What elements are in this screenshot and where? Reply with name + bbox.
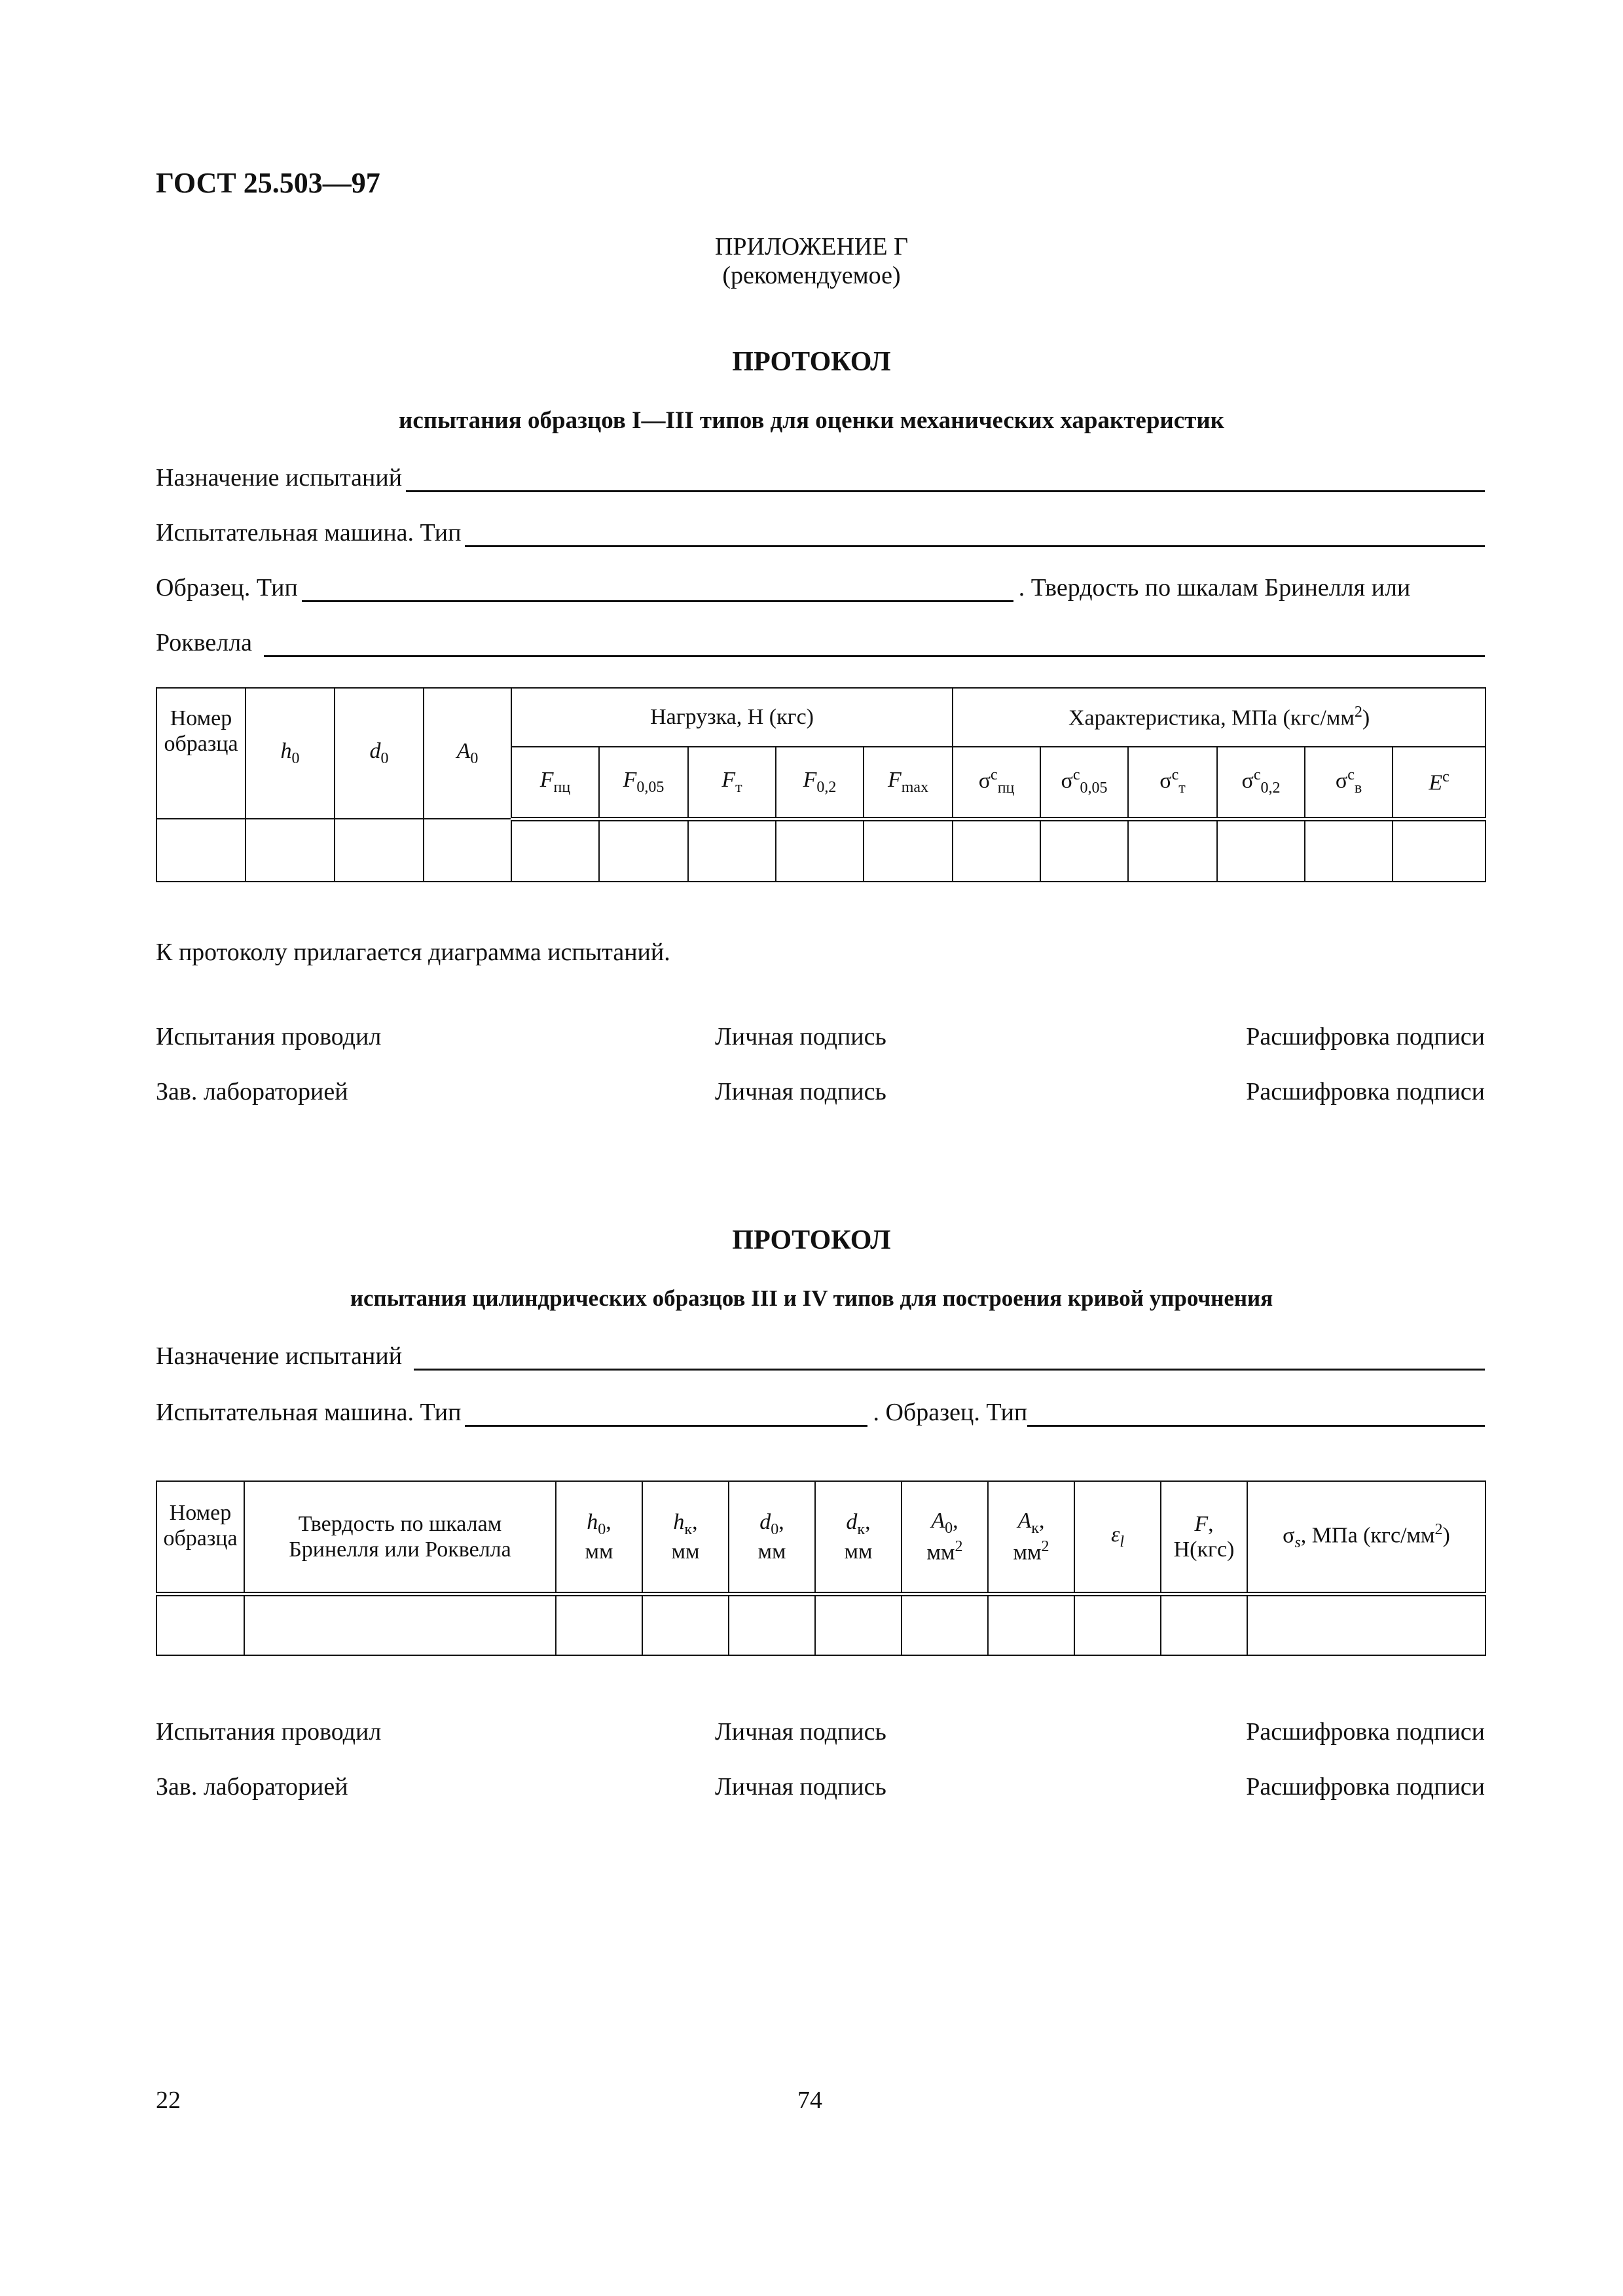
p2-col-force: F, Н(кгс) [1161, 1481, 1247, 1594]
p2-a0-unit-sup: 2 [955, 1537, 963, 1555]
p2-col-ak: $A_к$, $мм^2$ [988, 1481, 1074, 1594]
p2-col-a0: $A_0$, $мм^2$ [902, 1481, 988, 1594]
p2-force-base: F [1194, 1511, 1209, 1536]
p2-sig2-decode: Расшифровка подписи [1246, 1773, 1485, 1801]
p2-ak-unit: мм [1013, 1540, 1042, 1565]
p2-hk-unit: мм [671, 1539, 700, 1564]
p1-sig2-decode: Расшифровка подписи [1246, 1078, 1485, 1105]
p2-col-hardness [244, 1481, 556, 1594]
p2-cell[interactable] [902, 1594, 988, 1655]
p2-col-stress [1247, 1481, 1486, 1594]
p2-col-sample-line2: образца [163, 1526, 238, 1551]
p1-e-sup: c [1442, 768, 1450, 786]
p2-eps-sub: l [1120, 1533, 1125, 1551]
p1-cell[interactable] [599, 819, 688, 882]
p1-col-sample-line1: Номер [170, 706, 232, 730]
p1-cell[interactable] [1393, 819, 1486, 882]
p1-sigma-v-sup: c [1347, 766, 1355, 783]
p1-col-a0 [424, 688, 511, 819]
protocol2-table [156, 1480, 1486, 1656]
p2-dk-base: d [846, 1509, 858, 1534]
p1-rockwell-field[interactable] [156, 628, 1485, 657]
p2-purpose-field[interactable] [156, 1342, 1485, 1371]
p2-col-hk: $h_к$, мм [642, 1481, 729, 1594]
p2-sig2-role: Зав. лабораторией [156, 1773, 348, 1801]
p2-d0-base: d [759, 1509, 771, 1534]
p2-eps-base: ε [1110, 1522, 1120, 1547]
p2-hk-base: h [673, 1509, 685, 1534]
p2-machine-label: Испытательная машина. Тип [156, 1399, 462, 1426]
p2-a0-sub: 0 [945, 1520, 953, 1537]
p2-dk-unit: мм [844, 1539, 873, 1564]
p1-sigma-pc-sup: c [991, 766, 998, 783]
p1-sig1-decode: Расшифровка подписи [1246, 1023, 1485, 1050]
p1-sigma-pc-base: σ [978, 768, 991, 793]
page-number-center: 74 [797, 2087, 822, 2114]
protocol1-subtitle: испытания образцов I—III типов для оценки механических характеристик [399, 407, 1224, 434]
p1-a0-sub: 0 [470, 750, 479, 768]
p1-col-sample [156, 688, 246, 819]
p2-cell[interactable] [642, 1594, 729, 1655]
p2-ak-unit-sup: 2 [1041, 1537, 1049, 1555]
p2-cell[interactable] [1247, 1594, 1486, 1655]
p1-sig2-role: Зав. лабораторией [156, 1078, 348, 1105]
p2-d0-sub: 0 [771, 1520, 779, 1538]
p1-sigma-t-sup: c [1171, 766, 1179, 783]
p2-cell[interactable] [556, 1594, 642, 1655]
p2-stress-base: σ [1283, 1523, 1295, 1548]
p1-col-f-t [688, 747, 776, 819]
p1-cell[interactable] [335, 819, 424, 882]
p1-col-sigma-v [1305, 747, 1393, 819]
p1-cell[interactable] [1217, 819, 1305, 882]
p2-col-sample [156, 1481, 244, 1594]
p2-h0-unit: мм [585, 1539, 613, 1564]
p2-dk-sub: к [857, 1520, 866, 1538]
p2-force-unit: Н(кгс) [1173, 1537, 1235, 1562]
p1-d0-base: d [369, 739, 381, 764]
p2-data-row [156, 1594, 1486, 1655]
p1-sample-line[interactable] [302, 581, 1013, 602]
p1-f-02-sub: 0,2 [816, 778, 837, 796]
p1-sigma-02-sub: 0,2 [1260, 780, 1281, 797]
p2-stress-unit-end: ) [1442, 1523, 1450, 1548]
p1-f-005-base: F [623, 768, 637, 793]
p1-col-f-pc [511, 747, 599, 819]
p2-cell[interactable] [244, 1594, 556, 1655]
p2-sig1-decode: Расшифровка подписи [1246, 1718, 1485, 1746]
p1-group-char-sup: 2 [1354, 704, 1362, 721]
p1-cell[interactable] [246, 819, 335, 882]
p2-col-dk: $d_к$, мм [815, 1481, 902, 1594]
p2-col-sample-line1: Номер [169, 1501, 232, 1525]
p1-h0-sub: 0 [291, 750, 300, 768]
p1-col-sigma-02 [1217, 747, 1305, 819]
p2-sample-label: . Образец. Тип [873, 1399, 1028, 1426]
p1-f-max-base: F [887, 768, 902, 793]
p1-sigma-v-sub: в [1354, 780, 1362, 797]
p1-col-h0 [246, 688, 335, 819]
p1-rockwell-label: Роквелла [156, 629, 253, 656]
p2-a0-unit: мм [926, 1540, 955, 1565]
p1-col-f-005 [599, 747, 688, 819]
p2-col-hardness-line2: Бринелля или Роквелла [289, 1537, 511, 1562]
p1-machine-label: Испытательная машина. Тип [156, 519, 462, 547]
p2-stress-unit: , МПа (кгс/мм [1300, 1523, 1435, 1548]
p1-sigma-v-base: σ [1335, 768, 1348, 793]
p2-col-h0: $h_0$, мм [556, 1481, 642, 1594]
p1-group-char [953, 688, 1486, 747]
p1-cell[interactable] [1040, 819, 1128, 882]
p1-purpose-line[interactable] [406, 471, 1485, 492]
p1-col-d0 [335, 688, 424, 819]
p2-machine-field[interactable] [156, 1398, 1485, 1427]
p2-purpose-line[interactable] [414, 1349, 1485, 1371]
p2-sig1-role: Испытания проводил [156, 1718, 382, 1746]
p1-sig1-sign: Личная подпись [715, 1023, 886, 1050]
p1-e-base: E [1429, 770, 1443, 795]
p1-sigma-005-sub: 0,05 [1080, 780, 1108, 797]
p1-cell[interactable] [1305, 819, 1393, 882]
p1-sample-field[interactable] [156, 573, 1485, 602]
p2-machine-line[interactable] [465, 1405, 867, 1427]
protocol1-title: ПРОТОКОЛ [732, 347, 891, 377]
p1-f-pc-sub: пц [553, 778, 571, 796]
p1-group-char-end: ) [1362, 706, 1370, 730]
p1-sigma-005-base: σ [1061, 768, 1073, 793]
p1-d0-sub: 0 [380, 750, 389, 768]
p2-col-hardness-line1: Твердость по шкалам [298, 1511, 502, 1536]
p2-h0-sub: 0 [598, 1520, 606, 1538]
p1-col-sigma-005 [1040, 747, 1128, 819]
p1-sigma-005-sup: c [1072, 766, 1080, 783]
p2-sample-line[interactable] [1027, 1405, 1485, 1427]
p1-sample-label: Образец. Тип [156, 574, 298, 601]
p1-hardness-label: . Твердость по шкалам Бринелля или [1018, 574, 1411, 601]
p1-f-max-sub: max [901, 778, 929, 796]
p1-col-f-max [864, 747, 953, 819]
p1-cell[interactable] [864, 819, 953, 882]
p1-cell[interactable] [156, 819, 246, 882]
p1-sig1-role: Испытания проводил [156, 1023, 382, 1050]
p1-h0-base: h [280, 739, 292, 764]
p2-ak-base: A [1017, 1509, 1032, 1534]
p1-f-pc-base: F [539, 768, 554, 793]
p1-cell[interactable] [511, 819, 599, 882]
protocol2-subtitle: испытания цилиндрических образцов III и IV типов для построения кривой упрочнения [350, 1285, 1273, 1311]
protocol1-note: К протоколу прилагается диаграмма испытаний. [156, 939, 670, 966]
p2-stress-unit-sup: 2 [1434, 1520, 1443, 1538]
standard-number: ГОСТ 25.503—97 [156, 167, 380, 199]
p2-h0-base: h [587, 1509, 598, 1534]
p2-cell[interactable] [1074, 1594, 1161, 1655]
protocol1-table [156, 687, 1486, 882]
p1-rockwell-line[interactable] [264, 636, 1485, 657]
p1-machine-field[interactable] [156, 518, 1485, 547]
p1-sigma-t-base: σ [1159, 768, 1172, 793]
p2-ak-sub: к [1031, 1520, 1039, 1537]
p2-cell[interactable] [815, 1594, 902, 1655]
p2-d0-unit: мм [757, 1539, 786, 1564]
p2-purpose-label: Назначение испытаний [156, 1342, 403, 1370]
p1-col-sigma-pc [953, 747, 1040, 819]
p2-col-eps [1074, 1481, 1161, 1594]
p1-f-t-base: F [721, 768, 736, 793]
protocol2-title: ПРОТОКОЛ [732, 1225, 891, 1255]
p2-a0-base: A [931, 1509, 945, 1534]
p1-sigma-02-base: σ [1241, 768, 1254, 793]
p1-sig2-sign: Личная подпись [715, 1078, 886, 1105]
page-number-left: 22 [156, 2087, 181, 2114]
p2-sig2-sign: Личная подпись [715, 1773, 886, 1801]
p1-f-005-sub: 0,05 [636, 778, 665, 796]
p1-sigma-pc-sub: пц [997, 780, 1015, 797]
p2-hk-sub: к [684, 1520, 693, 1538]
p1-cell[interactable] [953, 819, 1040, 882]
p1-purpose-label: Назначение испытаний [156, 464, 403, 492]
p1-sigma-t-sub: т [1178, 780, 1186, 797]
p1-group-char-text: Характеристика, МПа (кгс/мм [1068, 706, 1355, 730]
p1-sigma-02-sup: c [1253, 766, 1261, 783]
p2-cell[interactable] [988, 1594, 1074, 1655]
p2-cell[interactable] [1161, 1594, 1247, 1655]
p1-cell[interactable] [688, 819, 776, 882]
p1-group-load: Нагрузка, Н (кгс) [511, 688, 953, 747]
p1-a0-base: A [456, 739, 471, 764]
p2-cell[interactable] [729, 1594, 815, 1655]
p1-col-sample-line2: образца [164, 732, 238, 757]
p2-stress-sub: s [1294, 1534, 1301, 1552]
p1-f-t-sub: т [735, 778, 742, 796]
p1-col-f-02 [776, 747, 864, 819]
p1-col-sigma-t [1128, 747, 1217, 819]
p1-purpose-field[interactable] [156, 463, 1485, 492]
p1-cell[interactable] [424, 819, 511, 882]
p2-col-d0: $d_0$, мм [729, 1481, 815, 1594]
appendix-title: ПРИЛОЖЕНИЕ Г [714, 233, 909, 260]
p1-col-e [1393, 747, 1486, 819]
appendix-subtitle: (рекомендуемое) [722, 262, 901, 289]
p1-machine-line[interactable] [465, 526, 1485, 547]
p1-f-02-base: F [803, 768, 817, 793]
p2-cell[interactable] [156, 1594, 244, 1655]
p2-sig1-sign: Личная подпись [715, 1718, 886, 1746]
p1-cell[interactable] [1128, 819, 1217, 882]
p1-cell[interactable] [776, 819, 864, 882]
p1-data-row [156, 819, 1486, 882]
